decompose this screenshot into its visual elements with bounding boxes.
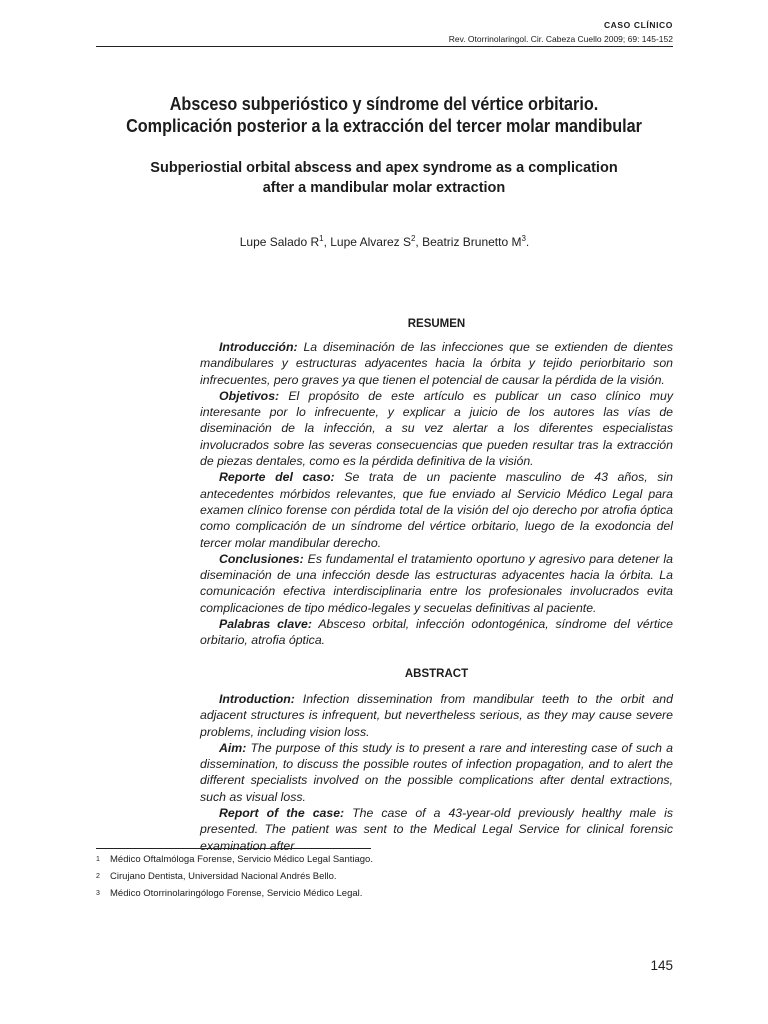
footnote-number: 3 (96, 890, 100, 897)
abstract-paragraph (200, 805, 673, 854)
paragraph-text: El propósito de este artículo es publicar un caso clínico muy interesante por lo infrecuente, y explicar a juicio de los autores las vías de diseminación de la infección, a su vez alertar a los diferentes especialistas involucrados sobre las severas consecuencias que pueden resultar tras la extracción de piezas dentales, como es la pérdida definitiva de la visión. (200, 388, 673, 469)
author-affiliation-mark: 2 (410, 234, 416, 243)
english-title-line-1: Subperiostial orbital abscess and apex syndrome as a complication (150, 160, 618, 176)
footnote-rule (96, 848, 371, 849)
footnote-number: 1 (96, 856, 100, 863)
journal-reference: Rev. Otorrinolaringol. Cir. Cabeza Cuello 2009; 69: 145-152 (448, 34, 673, 44)
paragraph-label: Palabras clave: (219, 617, 312, 632)
resumen-paragraph (200, 339, 673, 388)
paragraph-text: Se trata de un paciente masculino de 43 años, sin antecedentes mórbidos relevantes, que fue enviado al Servicio Médico Legal para examen clínico forense con pérdida total de la visión del ojo derecho por atrofia óptica como complicación de un síndrome del vértice orbitario, luego de la exodoncia del tercer molar mandibular derecho. (200, 470, 673, 550)
spanish-title (110, 93, 657, 137)
author-separator: , (415, 235, 423, 249)
paragraph-text: The case of a 43-year-old previously healthy male is presented. The patient was sent to the Medical Legal Service for clinical forensic examination after (200, 806, 674, 853)
english-title (100, 158, 668, 198)
resumen-paragraph (200, 469, 673, 550)
resumen-paragraph (200, 616, 673, 649)
author-affiliation-mark: 3 (521, 234, 526, 243)
footnote (96, 885, 673, 902)
paragraph-label: Aim: (219, 740, 247, 755)
abstract-body (200, 691, 673, 854)
author-name: Lupe Alvarez S (330, 235, 411, 249)
resumen-paragraph (200, 551, 673, 616)
footnote-text: Médico Otorrinolaringólogo Forense, Servicio Médico Legal. (110, 888, 363, 899)
paragraph-label: Conclusiones: (219, 551, 304, 566)
page-number: 145 (650, 958, 673, 973)
paragraph-text: Es fundamental el tratamiento oportuno y agresivo para detener la diseminación de una infección desde las estructuras adyacentes hacia la órbita. La comunicación efectiva interdisciplinaria entre los profesionales involucrados evita complicaciones de tipo médico-legales y secuelas definitivas al paciente. (200, 551, 673, 615)
author-name: Beatriz Brunetto M (422, 235, 522, 249)
abstract-paragraph (200, 740, 673, 805)
footnote-text: Médico Oftalmóloga Forense, Servicio Médico Legal Santiago. (110, 854, 373, 865)
resumen-body (200, 339, 673, 649)
spanish-title-line-2: Complicación posterior a la extracción del tercer molar mandibular (126, 116, 642, 136)
resumen-paragraph (200, 388, 673, 469)
paragraph-label: Report of the case: (219, 806, 345, 821)
author-separator: . (525, 235, 530, 249)
author-list (96, 234, 673, 249)
paragraph-text: La diseminación de las infecciones que se extienden de dientes mandibulares y estructuras adyacentes hacia la órbita y tejido periorbitario son infrecuentes, pero graves ya que tienen el potencial de causar la pérdida de la visión. (200, 340, 673, 387)
footnote-text: Cirujano Dentista, Universidad Nacional Andrés Bello. (110, 871, 337, 882)
paragraph-label: Objetivos: (219, 388, 280, 403)
paragraph-label: Introduction: (219, 692, 295, 706)
paragraph-text: Infection dissemination from mandibular teeth to the orbit and adjacent structures is infrequent, but nevertheless serious, as they may cause severe problems, including vision loss. (200, 692, 673, 739)
english-title-line-2: after a mandibular molar extraction (262, 180, 506, 196)
author-affiliation-mark: 1 (319, 234, 324, 243)
section-label: CASO CLÍNICO (603, 20, 673, 30)
abstract-paragraph (200, 691, 673, 740)
author-separator: , (323, 235, 331, 249)
header-rule (96, 46, 673, 47)
footnote (96, 851, 673, 868)
paragraph-label: Reporte del caso: (219, 470, 335, 485)
footnote-number: 2 (96, 873, 100, 880)
paragraph-text: The purpose of this study is to present a rare and interesting case of such a dissemination, to discuss the possible routes of infection propagation, and to alert the different specialists involved on the possible complications after dental extractions, such as visual loss. (200, 740, 673, 804)
author-name: Lupe Salado R (239, 235, 320, 249)
spanish-title-line-1: Absceso subperióstico y síndrome del vértice orbitario. (169, 94, 599, 114)
paragraph-label: Introducción: (219, 340, 298, 354)
paragraph-text: Absceso orbital, infección odontogénica, síndrome del vértice orbitario, atrofia óptica. (200, 617, 674, 648)
abstract-heading: ABSTRACT (404, 668, 469, 680)
resumen-heading: RESUMEN (407, 318, 466, 330)
footnote (96, 868, 673, 885)
